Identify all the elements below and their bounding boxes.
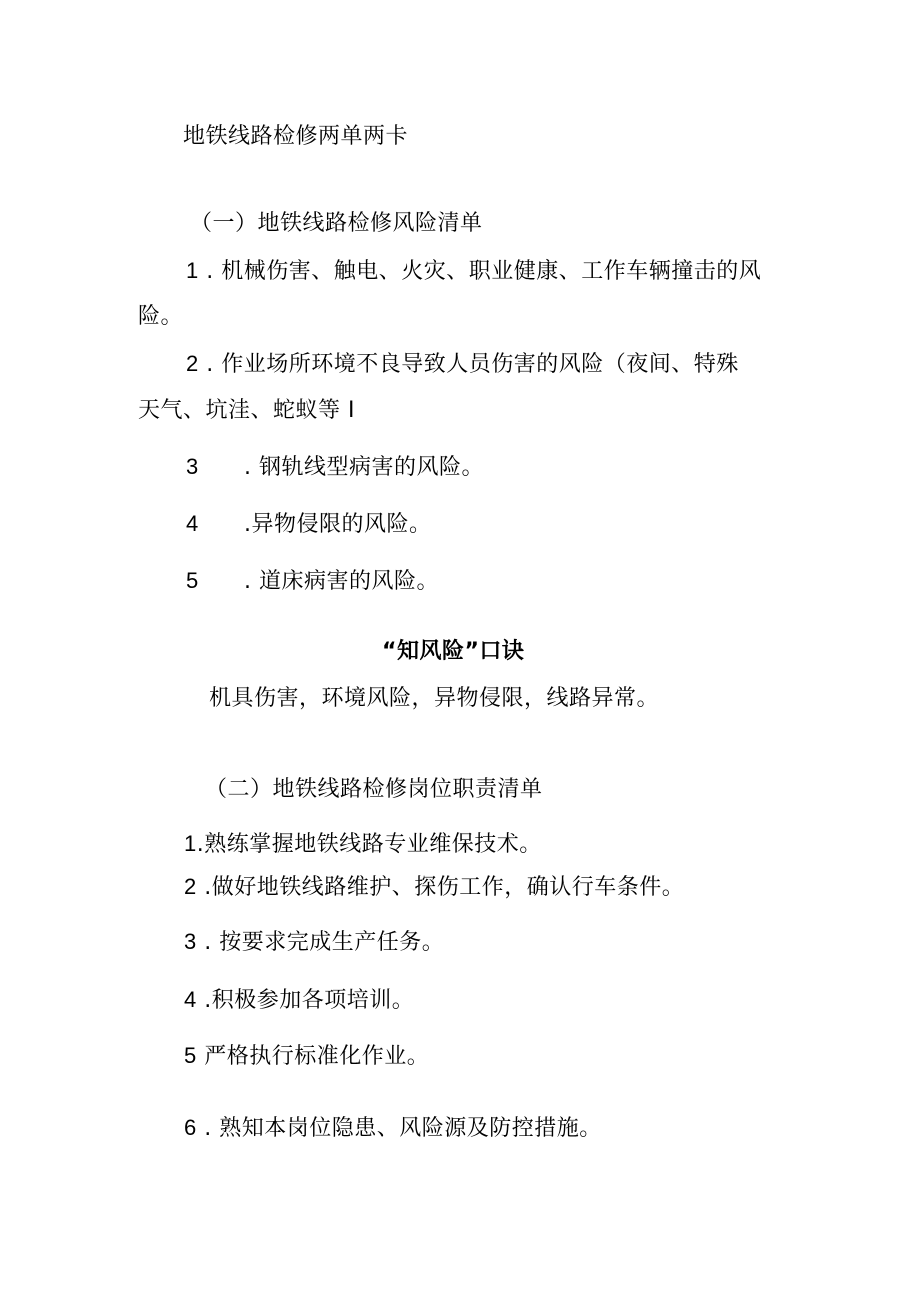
duty-item-2: [184, 872, 684, 903]
risk-item-4-number: 4: [186, 511, 199, 536]
risk-item-3-number: 3: [186, 454, 199, 479]
duty-item-6-text: . 熟知本岗位隐患、风险源及防控措施。: [204, 1116, 602, 1141]
duty-item-6-number: 6: [184, 1115, 197, 1140]
duty-item-5-number: 5: [184, 1043, 197, 1068]
risk-item-3: [186, 452, 484, 483]
risk-item-5-number: 5: [186, 568, 199, 593]
duty-item-3-text: . 按要求完成生产任务。: [204, 930, 445, 955]
duty-item-4-text: .积极参加各项培训。: [204, 988, 415, 1013]
risk-item-2-text: . 作业场所环境不良导致人员伤害的风险（夜间、特殊: [206, 352, 739, 377]
duty-item-1-text: .熟练掌握地铁线路专业维保技术。: [196, 832, 542, 857]
risk-item-5-text: . 道床病害的风险。: [244, 569, 439, 594]
duty-item-5: [184, 1041, 429, 1072]
mnemonic-text: 机具伤害，环境风险，异物侵限，线路异常。: [209, 686, 660, 711]
risk-item-5: [186, 566, 439, 597]
risk-item-1-text: . 机械伤害、触电、火灾、职业健康、工作车辆撞击的风: [206, 259, 762, 284]
document-title: 地铁线路检修两单两卡: [183, 124, 409, 149]
duty-item-4-number: 4: [184, 987, 197, 1012]
risk-item-2-line-1: [186, 349, 739, 380]
duty-item-1-number: 1: [184, 831, 197, 856]
risk-item-1-line-1: [186, 256, 761, 287]
risk-item-4: [186, 509, 432, 540]
duty-item-5-text: 严格执行标准化作业。: [204, 1044, 430, 1069]
risk-item-4-text: .异物侵限的风险。: [244, 512, 432, 537]
duty-item-2-number: 2: [184, 874, 197, 899]
duty-item-3: [184, 927, 444, 958]
duty-item-1: [184, 829, 542, 860]
section-1-heading: （一）地铁线路检修风险清单: [190, 211, 483, 236]
risk-item-2-number: 2: [186, 351, 199, 376]
risk-item-1-line-2: 险。: [138, 304, 184, 329]
duty-item-4: [184, 985, 414, 1016]
duty-item-6: [184, 1113, 602, 1144]
mnemonic-title: “知风险”口诀: [382, 639, 525, 664]
section-2-heading: （二）地铁线路检修岗位职责清单: [205, 777, 543, 802]
duty-item-3-number: 3: [184, 929, 197, 954]
risk-item-3-text: . 钢轨线型病害的风险。: [244, 455, 484, 480]
duty-item-2-text: .做好地铁线路维护、探伤工作，确认行车条件。: [204, 875, 685, 900]
risk-item-1-number: 1: [186, 258, 199, 283]
risk-item-2-line-2: 天气、坑洼、蛇蚁等 I: [138, 398, 355, 423]
